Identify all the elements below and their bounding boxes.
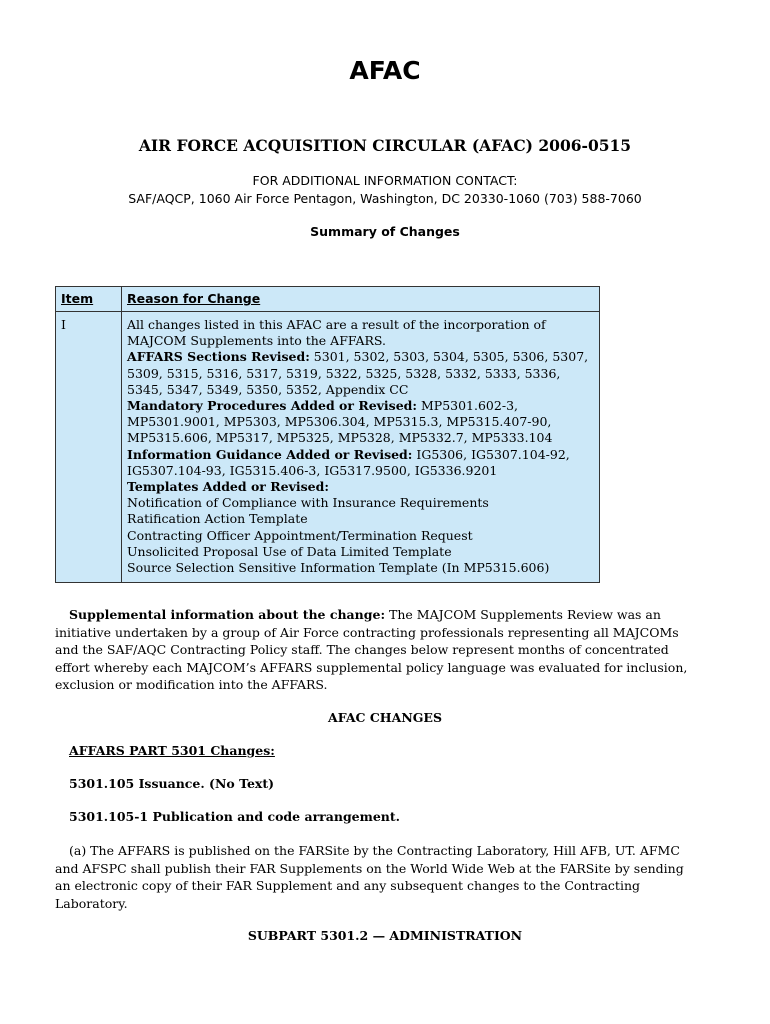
- supplemental-label: Supplemental information about the change:: [69, 607, 386, 622]
- intro-line: MAJCOM Supplements into the AFFARS.: [127, 333, 386, 349]
- table-row: [56, 312, 600, 583]
- template-item: Unsolicited Proposal Use of Data Limited Template: [127, 543, 452, 559]
- sections-revised-line: [127, 349, 594, 365]
- paragraph-a-text: (a) The AFFARS is published on the FARSite by the Contracting Laboratory, Hill AFB, UT. AFMC: [69, 843, 680, 858]
- paragraph-a: [55, 842, 715, 912]
- template-item: Ratification Action Template: [127, 511, 308, 527]
- paragraph-a-text: Laboratory.: [55, 895, 128, 911]
- intro-line: All changes listed in this AFAC are a result of the incorporation of: [127, 317, 546, 332]
- reason-cell: [122, 312, 600, 583]
- column-header-reason: Reason for Change: [122, 287, 600, 312]
- supplemental-paragraph: [55, 606, 715, 694]
- section-issuance-heading: 5301.105 Issuance. (No Text): [69, 776, 275, 791]
- section-publication-heading: 5301.105-1 Publication and code arrangement.: [69, 809, 401, 824]
- document-heading: AFAC: [349, 56, 421, 85]
- afac-changes-heading: AFAC CHANGES: [328, 710, 442, 725]
- circular-title: AIR FORCE ACQUISITION CIRCULAR (AFAC) 2006-0515: [138, 136, 632, 155]
- guidance-list: IG5306, IG5307.104-92,: [412, 446, 570, 462]
- guidance-label: Information Guidance Added or Revised:: [127, 446, 413, 462]
- supplemental-first-line: [55, 606, 715, 624]
- supplemental-text: The MAJCOM Supplements Review was an: [385, 607, 661, 622]
- template-item: Notification of Compliance with Insurance Requirements: [127, 495, 489, 511]
- sections-list: 5301, 5302, 5303, 5304, 5305, 5306, 5307,: [309, 349, 589, 365]
- subpart-heading: SUBPART 5301.2 — ADMINISTRATION: [247, 928, 523, 943]
- templates-label: Templates Added or Revised:: [127, 479, 329, 495]
- sections-list: 5345, 5347, 5349, 5350, 5352, Appendix CC: [127, 381, 409, 397]
- supplemental-text: effort whereby each MAJCOM’s AFFARS supplemental policy language was evaluated for inclusion,: [55, 659, 688, 675]
- procedures-line: [127, 398, 594, 414]
- guidance-line: [127, 447, 594, 463]
- table-header-row: [56, 287, 600, 312]
- supplemental-text: initiative undertaken by a group of Air Force contracting professionals representing all MAJCOMs: [55, 624, 679, 640]
- contact-label: FOR ADDITIONAL INFORMATION CONTACT:: [252, 173, 518, 188]
- sections-list: 5309, 5315, 5316, 5317, 5319, 5322, 5325, 5328, 5332, 5333, 5336,: [127, 365, 561, 381]
- procedures-list: MP5301.602-3,: [417, 398, 518, 414]
- supplemental-text: exclusion or modification into the AFFARS.: [55, 677, 328, 693]
- contact-address: SAF/AQCP, 1060 Air Force Pentagon, Washington, DC 20330-1060 (703) 588-7060: [128, 191, 642, 206]
- sections-revised-label: AFFARS Sections Revised:: [127, 349, 310, 365]
- procedures-list: MP5301.9001, MP5303, MP5306.304, MP5315.3, MP5315.407-90,: [127, 414, 552, 430]
- procedures-label: Mandatory Procedures Added or Revised:: [127, 398, 418, 414]
- summary-heading: Summary of Changes: [310, 224, 460, 239]
- procedures-list: MP5315.606, MP5317, MP5325, MP5328, MP5332.7, MP5333.104: [127, 430, 553, 446]
- template-item: Contracting Officer Appointment/Termination Request: [127, 527, 473, 543]
- part-heading: AFFARS PART 5301 Changes:: [69, 743, 275, 758]
- paragraph-a-text: an electronic copy of their FAR Supplement and any subsequent changes to the Contracting: [55, 878, 640, 894]
- column-header-item: Item: [56, 287, 122, 312]
- supplemental-text: and the SAF/AQC Contracting Policy staff. The changes below represent months of concentrated: [55, 642, 669, 658]
- template-item: Source Selection Sensitive Information Template (In MP5315.606): [127, 560, 550, 576]
- guidance-list: IG5307.104-93, IG5315.406-3, IG5317.9500, IG5336.9201: [127, 462, 498, 478]
- item-cell: I: [56, 312, 122, 583]
- paragraph-a-text: and AFSPC shall publish their FAR Supplements on the World Wide Web at the FARSite by sending: [55, 860, 684, 876]
- summary-of-changes-table: [55, 286, 600, 583]
